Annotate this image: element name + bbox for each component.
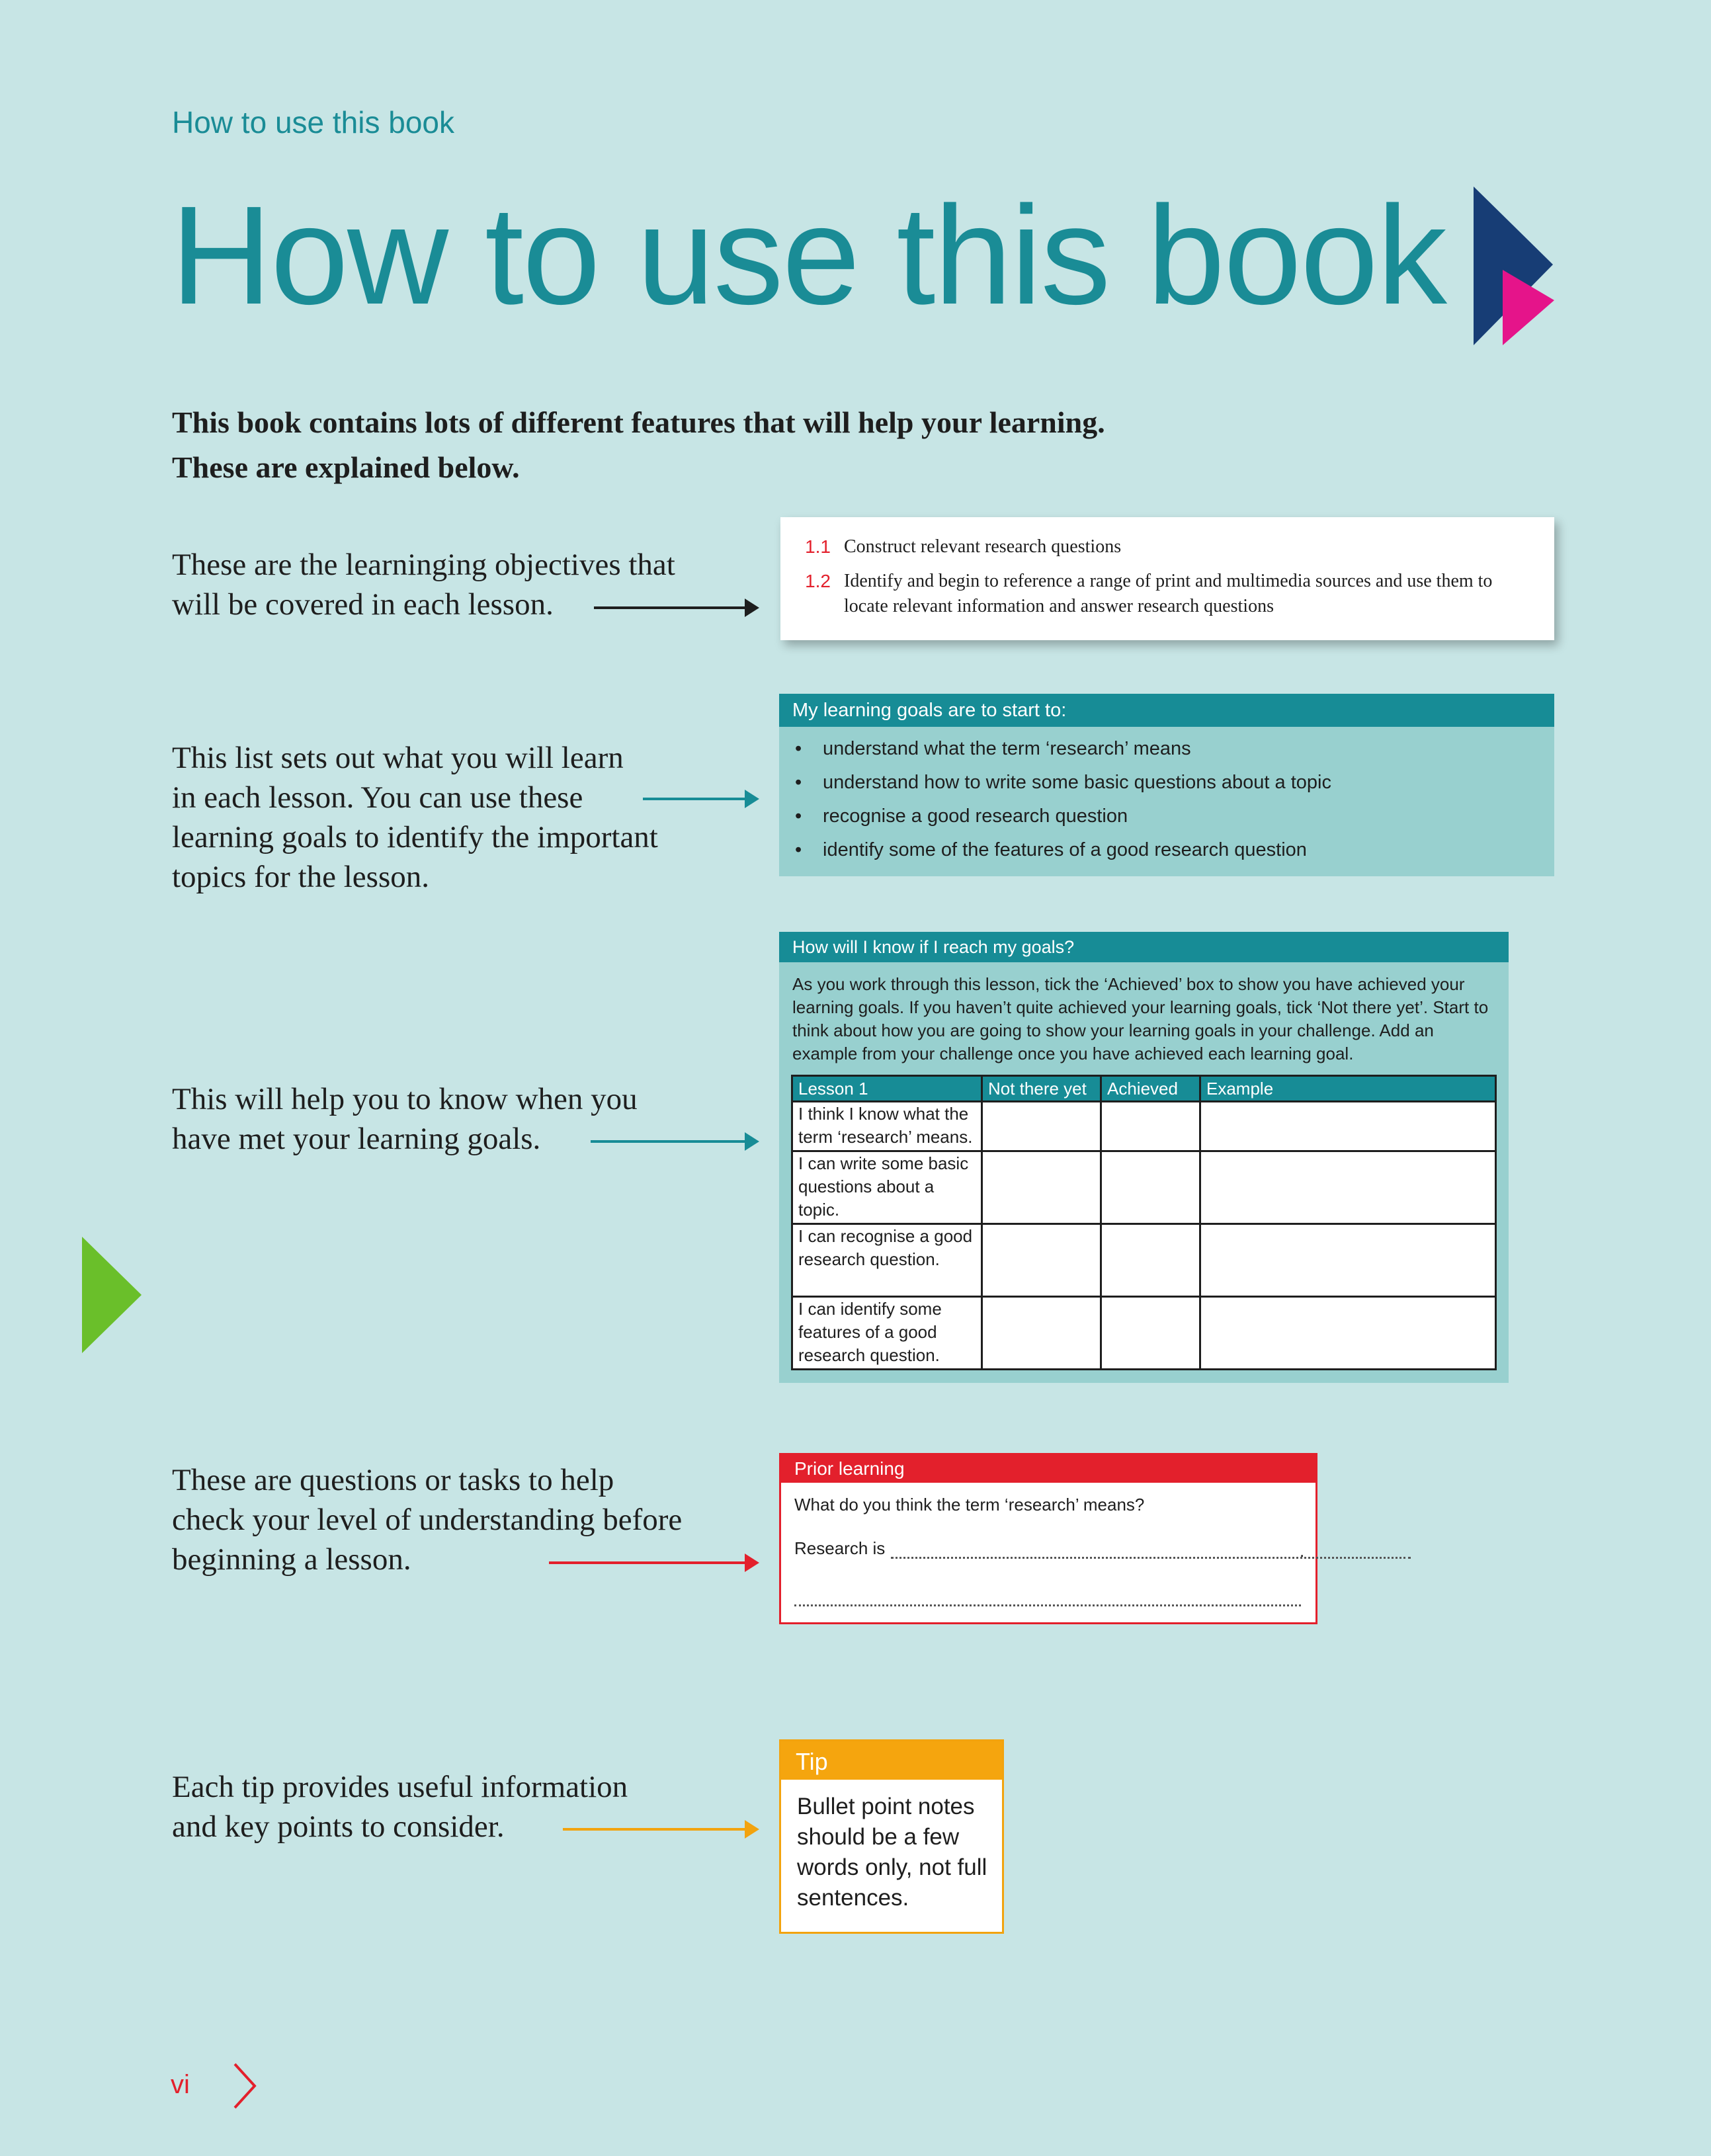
arrow-icon [549, 1550, 759, 1576]
list-item: • recognise a good research question [823, 800, 1554, 833]
example-cell[interactable] [1200, 1224, 1496, 1297]
not-there-yet-cell[interactable] [982, 1151, 1101, 1224]
not-there-yet-cell[interactable] [982, 1224, 1101, 1297]
description-line: check your level of understanding before [172, 1503, 683, 1537]
goal-cell: I can identify some features of a good research question. [792, 1297, 982, 1370]
list-item: • understand what the term ‘research’ means [823, 732, 1554, 766]
objective-text: Construct relevant research questions [844, 536, 1122, 557]
table-row [792, 1151, 1496, 1224]
learning-goals-box [779, 694, 1554, 876]
description-line: Each tip provides useful information [172, 1770, 628, 1804]
arrow-icon [563, 1816, 759, 1843]
description-line: beginning a lesson. [172, 1542, 411, 1577]
answer-end-mark: . [1300, 1541, 1305, 1561]
prior-learning-box [779, 1453, 1317, 1624]
description-line: have met your learning goals. [172, 1122, 541, 1156]
intro-line: This book contains lots of different features that will help your learning. [172, 405, 1105, 439]
not-there-yet-cell[interactable] [982, 1297, 1101, 1370]
goal-cell: I can write some basic questions about a topic. [792, 1151, 982, 1224]
answer-label: Research is [794, 1538, 886, 1558]
arrow-icon [594, 595, 759, 621]
description-line: This will help you to know when you [172, 1082, 638, 1116]
answer-line[interactable] [794, 1604, 1301, 1606]
goals-check-instructions: As you work through this lesson, tick the ‘Achieved’ box to show you have achieved your learning goals. If you haven’t quite achieved your learning goals, tick ‘Not there yet’. Start to think about how you are going to show your learning goals in your challenge. Add an example from your challenge once you have achieved each learning goal. [792, 974, 1489, 1063]
achieved-cell[interactable] [1101, 1102, 1200, 1151]
example-cell[interactable] [1200, 1102, 1496, 1151]
learning-objectives-box [780, 517, 1554, 640]
running-head: How to use this book [172, 105, 455, 140]
intro-line: These are explained below. [172, 450, 520, 484]
achieved-cell[interactable] [1101, 1297, 1200, 1370]
goal-cell: I can recognise a good research question. [792, 1224, 982, 1297]
table-row [792, 1224, 1496, 1297]
learning-goals-heading: My learning goals are to start to: [779, 694, 1554, 727]
tip-box [779, 1739, 1004, 1934]
objective-row [780, 534, 1537, 560]
description-line: in each lesson. You can use these [172, 780, 583, 815]
triangle-marker-icon [82, 1237, 142, 1353]
list-item: • identify some of the features of a good research question [823, 833, 1554, 867]
description-line: These are the learninging objectives that [172, 548, 675, 582]
column-header: Achieved [1101, 1076, 1200, 1102]
description-line: These are questions or tasks to help [172, 1463, 614, 1497]
page-title: How to use this book [171, 177, 1446, 333]
prior-learning-heading: Prior learning [781, 1455, 1315, 1483]
list-item: • understand how to write some basic questions about a topic [823, 766, 1554, 800]
not-there-yet-cell[interactable] [982, 1102, 1101, 1151]
description-line: and key points to consider. [172, 1809, 505, 1844]
objective-number: 1.2 [805, 571, 831, 591]
description-line: learning goals to identify the important [172, 820, 658, 854]
goals-description [172, 738, 741, 897]
tip-heading: Tip [781, 1741, 1002, 1780]
answer-line[interactable] [891, 1557, 1411, 1559]
page-number: vi [171, 2070, 190, 2099]
arrow-icon [591, 1128, 759, 1155]
goal-cell: I think I know what the term ‘research’ means. [792, 1102, 982, 1151]
column-header: Not there yet [982, 1076, 1101, 1102]
description-line: This list sets out what you will learn [172, 741, 624, 775]
example-cell[interactable] [1200, 1151, 1496, 1224]
achieved-cell[interactable] [1101, 1151, 1200, 1224]
table-header-row [792, 1076, 1496, 1102]
objective-number: 1.1 [805, 536, 831, 557]
goals-check-box [779, 932, 1509, 1383]
arrow-icon [643, 786, 759, 812]
goals-check-heading: How will I know if I reach my goals? [779, 932, 1509, 962]
intro-text [172, 400, 1429, 490]
description-line: will be covered in each lesson. [172, 587, 554, 622]
example-cell[interactable] [1200, 1297, 1496, 1370]
tip-text: Bullet point notes should be a few words only, not full sentences. [797, 1794, 987, 1911]
column-header: Lesson 1 [792, 1076, 982, 1102]
objective-text: Identify and begin to reference a range of print and multimedia sources and use them to locate relevant information and answer research questions [844, 571, 1493, 616]
achieved-cell[interactable] [1101, 1224, 1200, 1297]
chapter-mark-icon [1474, 187, 1560, 345]
prior-learning-question: What do you think the term ‘research’ means? [794, 1495, 1145, 1514]
learning-goals-list [779, 727, 1554, 867]
goals-table [791, 1075, 1497, 1370]
description-line: topics for the lesson. [172, 860, 429, 894]
table-row [792, 1102, 1496, 1151]
objective-row [780, 569, 1537, 619]
chevron-right-icon [233, 2062, 257, 2110]
table-row [792, 1297, 1496, 1370]
column-header: Example [1200, 1076, 1496, 1102]
